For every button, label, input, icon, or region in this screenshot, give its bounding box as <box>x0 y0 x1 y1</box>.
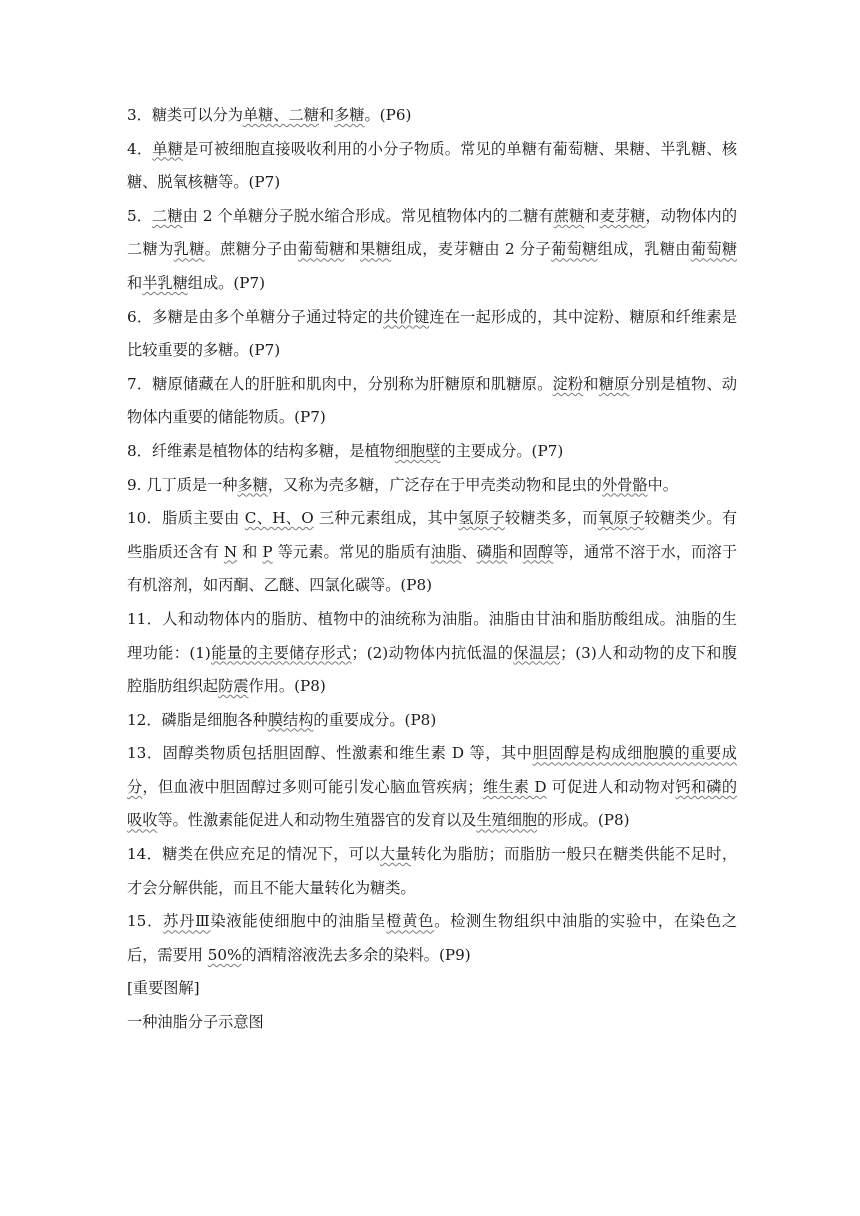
text-run: 三种元素组成，其中 <box>313 509 459 528</box>
knowledge-point <box>127 603 737 704</box>
key-term: 膜结构 <box>267 710 314 729</box>
text-run: 4． <box>127 139 153 158</box>
text-run: 转化为脂肪；而脂肪一般只在糖类供能不足时，才会分解供能，而且不能大量转化为糖类。 <box>127 845 738 897</box>
text-run: ，动物体内的二糖为 <box>127 206 738 259</box>
text-run: 分别是植物、动物体内重要的储能物质。(P7) <box>127 374 738 427</box>
key-term: 维生素 D <box>482 777 547 796</box>
key-term: 葡萄糖 <box>690 240 738 259</box>
key-term: 葡萄糖 <box>550 240 598 259</box>
text-run: ；(3)人和动物的皮下和腹腔脂肪组织起 <box>127 643 738 696</box>
text-run: 9. 几丁质是一种 <box>127 475 238 494</box>
key-term: 50% <box>207 945 242 964</box>
key-term: C、H、O <box>244 509 314 528</box>
knowledge-point <box>127 737 737 838</box>
key-term: 外骨骼 <box>601 475 648 494</box>
text-run: 。检测生物组织中油脂的实验中，在染色之后，需要用 <box>127 912 738 964</box>
key-term: 胆固醇是构成细胞膜的重要成分 <box>127 744 737 796</box>
knowledge-point <box>127 435 737 469</box>
text-run: 、 <box>461 542 477 561</box>
text-run: 和 <box>344 240 361 259</box>
key-term: 葡萄糖 <box>297 240 345 259</box>
text-run: 的形成。(P8) <box>537 811 630 830</box>
key-term: 多糖 <box>237 475 268 494</box>
knowledge-point <box>127 838 737 905</box>
text-run: 和 <box>318 106 335 124</box>
figure-caption: 一种油脂分子示意图 <box>127 1013 264 1032</box>
key-term: 橙黄色 <box>386 912 435 931</box>
text-run: 中。 <box>647 475 678 494</box>
knowledge-point <box>127 301 737 368</box>
text-run: 的主要成分。(P7) <box>440 441 564 460</box>
text-run: 是可被细胞直接吸收利用的小分子物质。常见的单糖有葡萄糖、果糖、半乳糖、核糖、脱氧核糖等。(P7) <box>127 139 738 192</box>
text-run: 作用。(P8) <box>248 677 326 696</box>
text-run: ，但血液中胆固醇过多则可能引发心脑血管疾病； <box>142 777 483 796</box>
key-term: 固醇 <box>522 542 554 561</box>
text-run: 较糖类多，而 <box>504 509 598 528</box>
text-run: 组成。(P7) <box>187 273 266 292</box>
text-run: 的重要成分。(P8) <box>313 710 437 729</box>
key-term: 保温层 <box>513 643 561 662</box>
key-term: 二糖 <box>152 206 183 225</box>
key-term: 氢原子 <box>458 509 505 528</box>
text-run: 由 2 个单糖分子脱水缩合形成。常见植物体内的二糖有 <box>182 206 554 225</box>
knowledge-point <box>127 905 737 972</box>
key-term: 生殖细胞 <box>476 811 538 830</box>
text-run: 的酒精溶液洗去多余的染料。(P9) <box>241 945 471 964</box>
text-run: 11．人和动物体内的脂肪、植物中的油统称为油脂。油脂由甘油和脂肪酸组成。油脂的生理功能：(1) <box>127 609 737 662</box>
key-term: 糖原 <box>598 374 630 393</box>
knowledge-point-list <box>127 99 737 972</box>
text-run: 14．糖类在供应充足的情况下，可以 <box>127 845 380 864</box>
knowledge-point <box>127 502 737 603</box>
knowledge-point <box>127 368 737 435</box>
text-run: 等。性激素能促进人和动物生殖器官的发育以及 <box>157 811 477 830</box>
text-run: 6．多糖是由多个单糖分子通过特定的 <box>127 307 384 326</box>
key-term: 磷脂 <box>476 542 508 561</box>
key-term: 多糖 <box>334 106 365 124</box>
text-run: 和 <box>237 542 263 561</box>
key-term: 苏丹Ⅲ <box>163 912 211 931</box>
text-run: 和 <box>584 206 600 225</box>
key-term: 防震 <box>218 677 249 696</box>
key-term: 乳糖 <box>173 240 205 259</box>
text-run: ，又称为壳多糖，广泛存在于甲壳类动物和昆虫的 <box>267 475 602 494</box>
knowledge-point <box>127 704 737 738</box>
key-term: 氧原子 <box>597 509 645 528</box>
text-run: 12．磷脂是细胞各种 <box>127 710 268 729</box>
text-run: 组成，麦芽糖由 2 分子 <box>391 240 551 259</box>
text-run: 15． <box>127 912 164 931</box>
knowledge-point <box>127 99 737 133</box>
text-run: 较糖类少。有些脂质还含有 <box>127 509 738 561</box>
key-term: 果糖 <box>360 240 392 259</box>
key-term: 麦芽糖 <box>599 206 646 225</box>
key-term: P <box>262 542 273 561</box>
key-term: 蔗糖 <box>553 206 585 225</box>
key-term: 单糖、二糖 <box>242 106 319 124</box>
text-run: 和 <box>507 542 523 561</box>
text-run: 5． <box>127 206 153 225</box>
key-term: 单糖 <box>152 139 184 158</box>
key-term: 钙和磷的吸收 <box>127 777 738 830</box>
text-run: 可促进人和动物对 <box>546 777 676 796</box>
text-run: 和 <box>583 374 599 393</box>
knowledge-point <box>127 469 737 503</box>
text-run: 和 <box>127 273 143 292</box>
key-term: 油脂 <box>430 542 462 561</box>
text-run: 染液能使细胞中的油脂呈 <box>210 912 387 931</box>
text-run: 等，通常不溶于水，而溶于有机溶剂，如丙酮、乙醚、四氯化碳等。(P8) <box>127 542 738 595</box>
key-term: 共价键 <box>383 307 430 326</box>
text-run: 10．脂质主要由 <box>127 509 245 528</box>
key-term: 细胞壁 <box>394 441 441 460</box>
text-run: 组成，乳糖由 <box>597 240 691 259</box>
key-term: 大量 <box>379 845 411 864</box>
knowledge-point <box>127 200 737 301</box>
key-term: N <box>223 542 238 561</box>
text-run: 等元素。常见的脂质有 <box>272 542 431 561</box>
key-term: 半乳糖 <box>142 273 188 292</box>
text-run: 。(P6) <box>364 106 412 124</box>
section-heading: [重要图解] <box>127 979 200 998</box>
text-run: 。蔗糖分子由 <box>204 240 298 259</box>
knowledge-point <box>127 133 737 200</box>
text-run: 13．固醇类物质包括胆固醇、性激素和维生素 D 等，其中 <box>127 744 533 763</box>
key-term: 能量的主要储存形式 <box>210 643 352 662</box>
text-run: 7．糖原储藏在人的肝脏和肌肉中，分别称为肝糖原和肌糖原。 <box>127 374 553 393</box>
text-run: 连在一起形成的，其中淀粉、糖原和纤维素是比较重要的多糖。(P7) <box>127 307 738 360</box>
text-run: 3．糖类可以分为 <box>127 106 243 124</box>
text-run: 8．纤维素是植物体的结构多糖，是植物 <box>127 441 395 460</box>
key-term: 淀粉 <box>552 374 584 393</box>
text-run: ；(2)动物体内抗低温的 <box>351 643 514 662</box>
document-body <box>127 99 737 1040</box>
